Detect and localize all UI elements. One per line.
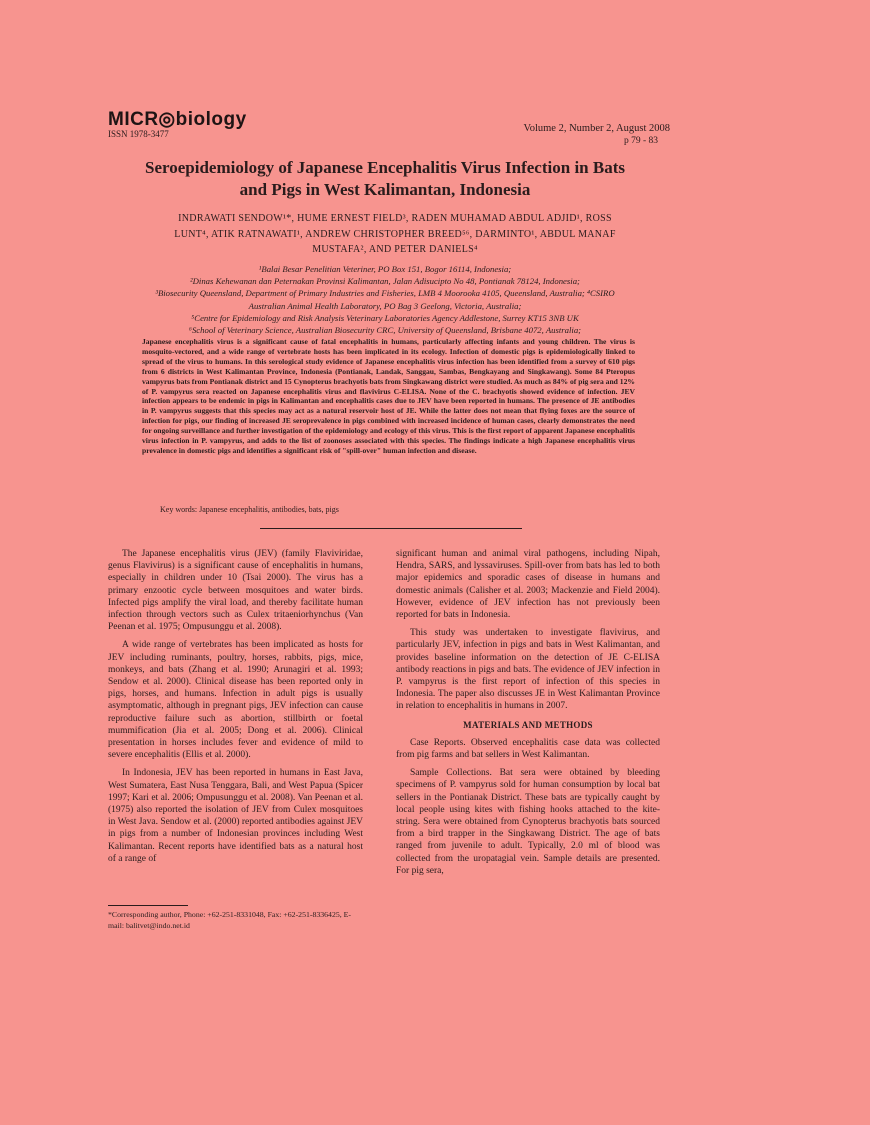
left-column <box>108 548 363 871</box>
paragraph: Case Reports. Observed encephalitis case data was collected from pig farms and bat sellers in West Kalimantan. <box>396 737 660 761</box>
right-column <box>396 548 660 883</box>
author-list: INDRAWATI SENDOW¹*, HUME ERNEST FIELD³, RADEN MUHAMAD ABDUL ADJID¹, ROSS LUNT⁴, ATIK RATNAWATI¹, ANDREW CHRISTOPHER BREED⁵⁶, DARMINTO¹, ABDUL MANAF MUSTAFA², AND PETER DANIELS⁴ <box>174 213 616 255</box>
paragraph: The Japanese encephalitis virus (JEV) (family Flaviviridae, genus Flavivirus) is a significant cause of encephalitis in humans, especially in children under 10 (Tsai 2000). The virus has a primary enzootic cycle between mosquitoes and water birds. Infected pigs amplify the viral load, and thereby facilitate human infection through vectors such as Culex tritaeniorhynchus (Van Peenan et al. 1975; Ompusunggu et al. 2008). <box>108 549 363 633</box>
affiliation: ⁶School of Veterinary Science, Australian Biosecurity CRC, University of Queensland, Brisbane 4072, Australia; <box>188 325 582 336</box>
footnote-divider <box>108 905 188 906</box>
affiliation: ⁵Centre for Epidemiology and Risk Analysis Veterinary Laboratories Agency Addlestone, Surrey KT15 3NB UK <box>191 312 579 323</box>
affiliations <box>150 263 620 336</box>
volume-info: Volume 2, Number 2, August 2008 <box>523 123 670 134</box>
abstract: Japanese encephalitis virus is a significant cause of fatal encephalitis in humans, particularly affecting infants and young children. The virus is mosquito-vectored, and a wide range of vertebrate hosts has been implicated in its ecology. Infection of domestic pigs is epidemiologically linked to spread of the virus to humans. In this serological study evidence of Japanese encephalitis virus infection has been identified from a survey of 610 pigs from 6 districts in West Kalimantan Province, Indonesia (Pontianak, Landak, Sanggau, Sambas, Bengkayang and Singkawang). Some 84 Pteropus vampyrus bats from Pontianak district and 15 Cynopterus brachyotis bats from Singkawang district were studied. As much as 84% of pig sera and 12% of P. vampyrus sera reacted on Japanese encephalitis virus and flavivirus C-ELISA. None of the C. brachyotis showed evidence of infection. JEV infection appears to be endemic in pigs in Kalimantan and encephalitis cases due to JEV have been reported in humans. The presence of JE antibodies in P. vampyrus suggests that this species may act as a natural reservoir host of JE. While the latter does not mean that flying foxes are the source of infection for pigs, our finding of increased JE seroprevalence in pigs combined with increased incidence of human cases, clearly demonstrates the need for ongoing surveillance and further investigation of the epidemiology and ecology of this virus. This is the first report of apparent Japanese encephalitis virus infection in P. vampyrus, and adds to the list of zoonoses associated with this species. The findings indicate a high Japanese encephalitis virus prevalence in domestic pigs and identifies a significant risk of "spill-over" human infection and disease. <box>142 337 635 455</box>
keywords: Key words: Japanese encephalitis, antibodies, bats, pigs <box>160 505 339 514</box>
section-heading: MATERIALS AND METHODS <box>463 719 593 730</box>
journal-logo: MICR◎biology <box>108 109 247 130</box>
paper-title: Seroepidemiology of Japanese Encephalitis Virus Infection in Bats and Pigs in West Kalimantan, Indonesia <box>145 158 625 199</box>
affiliation: ²Dinas Kehewanan dan Peternakan Provinsi Kalimantan, Jalan Adisucipto No 48, Pontianak 78124, Indonesia; <box>190 276 580 287</box>
paragraph: A wide range of vertebrates has been implicated as hosts for JEV including ruminants, poultry, horses, rabbits, pigs, mice, monkeys, and bats (Zhang et al. 1990; Arunagiri et al. 1993; Sendow et al. 2000). Clinical disease has been reported only in pigs, horses, and humans. Infection in adult pigs is usually asymptomatic, although in pregnant pigs, JEV infection can cause reproductive failure such as abortion, stillbirth or foetal mummification (Jia et al. 2005; Dong et al. 2006). Clinical presentation in horses includes fever and evidence of mild to severe encephalitis (Ellis et al. 2000). <box>108 640 363 761</box>
paragraph: significant human and animal viral pathogens, including Nipah, Hendra, SARS, and lyssaviruses. Spill-over from bats has led to both major epidemics and sporadic cases of disease in humans and domestic animals (Calisher et al. 2003; Mackenzie and Field 2004). However, evidence of JEV infection has not previously been reported for bats in Indonesia. <box>396 549 660 621</box>
divider <box>260 528 522 529</box>
issn: ISSN 1978-3477 <box>108 129 169 139</box>
paragraph: In Indonesia, JEV has been reported in humans in East Java, West Sumatera, East Nusa Tenggara, Bali, and West Papua (Spicer 1997; Kari et al. 2006; Ompusunggu et al. 2008). Van Peenan et al. (1975) also reported the isolation of JEV from Culex mosquitoes in West Java. Sendow et al. (2000) reported antibodies against JEV in pigs from a number of Indonesian provinces including West Kalimantan. Recent reports have identified bats as a natural host of a range of <box>108 768 363 864</box>
footnote: *Corresponding author, Phone: +62-251-8331048, Fax: +62-251-8336425, E-mail: balitvet@indo.net.id <box>108 910 352 930</box>
affiliation: ¹Balai Besar Penelitian Veteriner, PO Box 151, Bogor 16114, Indonesia; <box>258 264 512 274</box>
affiliation: ³Biosecurity Queensland, Department of Primary Industries and Fisheries, LMB 4 Moorooka 4105, Queensland, Australia; ⁴CSIRO Australian Animal Health Laboratory, PO Bag 3 Geelong, Victoria, Australia; <box>155 288 615 311</box>
paragraph: This study was undertaken to investigate flavivirus, and particularly JEV, infection in pigs and bats in West Kalimantan, and provides baseline information on the detection of JE C-ELISA antibody reactions in pigs and bats. The evidence of JEV infection in P. vampyrus is the first report of infection of this species in Indonesia. The paper also discusses JE in West Kalimantan Province in relation to encephalitis in humans in 2007. <box>396 628 660 712</box>
paragraph: Sample Collections. Bat sera were obtained by bleeding specimens of P. vampyrus sold for human consumption by local bat sellers in the Pontianak District. These bats are typically caught by local people using kites with fishing hooks attached to the kite-string. Sera were obtained from Cynopterus brachyotis bats sourced from a bird trapper in the Singkawang District. The age of bats ranged from juvenile to adult. Typically, 2.0 ml of blood was collected from the uropatagial vein. Sample details are presented. For pig sera, <box>396 768 660 876</box>
page-range: p 79 - 83 <box>623 136 658 146</box>
